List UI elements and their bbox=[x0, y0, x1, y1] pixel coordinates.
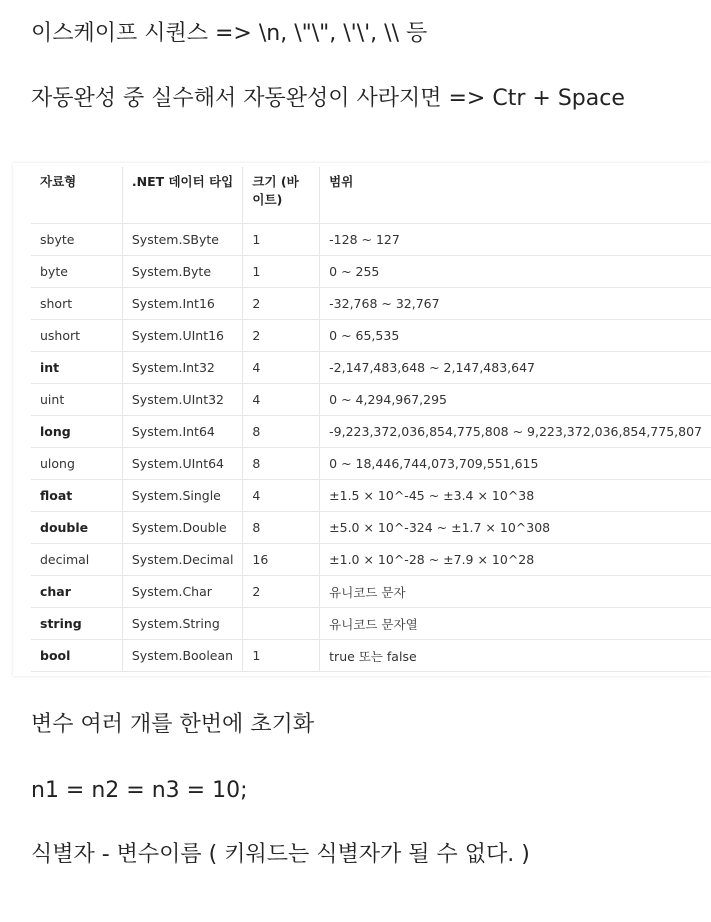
table-row bbox=[31, 384, 711, 416]
table-row bbox=[31, 224, 711, 256]
type-cell: int bbox=[31, 352, 122, 384]
table-row bbox=[31, 256, 711, 288]
size-cell bbox=[243, 608, 320, 640]
range-cell: -9,223,372,036,854,775,808 ~ 9,223,372,036,854,775,807 bbox=[320, 416, 711, 448]
net-type-cell: System.UInt32 bbox=[122, 384, 243, 416]
range-cell: 0 ~ 4,294,967,295 bbox=[320, 384, 711, 416]
header-size: 크기 (바이트) bbox=[243, 167, 320, 224]
table-row bbox=[31, 448, 711, 480]
size-cell: 1 bbox=[243, 256, 320, 288]
size-cell: 8 bbox=[243, 416, 320, 448]
type-cell: byte bbox=[31, 256, 122, 288]
type-cell: char bbox=[31, 576, 122, 608]
table-row bbox=[31, 640, 711, 672]
table-row bbox=[31, 512, 711, 544]
autocomplete-note: 자동완성 중 실수해서 자동완성이 사라지면 => Ctr + Space bbox=[31, 86, 625, 111]
size-cell: 8 bbox=[243, 448, 320, 480]
type-cell: short bbox=[31, 288, 122, 320]
range-cell: 유니코드 문자열 bbox=[320, 608, 711, 640]
net-type-cell: System.UInt16 bbox=[122, 320, 243, 352]
net-type-cell: System.Double bbox=[122, 512, 243, 544]
header-type: 자료형 bbox=[31, 167, 122, 224]
table-row bbox=[31, 608, 711, 640]
type-cell: sbyte bbox=[31, 224, 122, 256]
type-cell: string bbox=[31, 608, 122, 640]
range-cell: 0 ~ 18,446,744,073,709,551,615 bbox=[320, 448, 711, 480]
net-type-cell: System.Decimal bbox=[122, 544, 243, 576]
size-cell: 4 bbox=[243, 480, 320, 512]
net-type-cell: System.UInt64 bbox=[122, 448, 243, 480]
multi-init-example: n1 = n2 = n3 = 10; bbox=[31, 778, 248, 803]
range-cell: true 또는 false bbox=[320, 640, 711, 672]
size-cell: 2 bbox=[243, 320, 320, 352]
net-type-cell: System.Int16 bbox=[122, 288, 243, 320]
type-cell: ulong bbox=[31, 448, 122, 480]
type-cell: ushort bbox=[31, 320, 122, 352]
size-cell: 1 bbox=[243, 640, 320, 672]
range-cell: 0 ~ 65,535 bbox=[320, 320, 711, 352]
range-cell: -128 ~ 127 bbox=[320, 224, 711, 256]
type-cell: bool bbox=[31, 640, 122, 672]
net-type-cell: System.Single bbox=[122, 480, 243, 512]
table-row bbox=[31, 320, 711, 352]
table-row bbox=[31, 352, 711, 384]
table-row bbox=[31, 480, 711, 512]
multi-init-note: 변수 여러 개를 한번에 초기화 bbox=[31, 712, 314, 737]
range-cell: ±5.0 × 10^-324 ~ ±1.7 × 10^308 bbox=[320, 512, 711, 544]
net-type-cell: System.String bbox=[122, 608, 243, 640]
type-cell: long bbox=[31, 416, 122, 448]
table-header-row bbox=[31, 167, 711, 224]
table-row bbox=[31, 544, 711, 576]
size-cell: 4 bbox=[243, 352, 320, 384]
size-cell: 4 bbox=[243, 384, 320, 416]
escape-sequence-note: 이스케이프 시퀀스 => \n, \"\", \'\', \\ 등 bbox=[31, 21, 428, 46]
net-type-cell: System.Int64 bbox=[122, 416, 243, 448]
header-net-type: .NET 데이터 타입 bbox=[122, 167, 243, 224]
data-type-table bbox=[31, 167, 711, 672]
size-cell: 2 bbox=[243, 576, 320, 608]
net-type-cell: System.Int32 bbox=[122, 352, 243, 384]
range-cell: ±1.5 × 10^-45 ~ ±3.4 × 10^38 bbox=[320, 480, 711, 512]
type-cell: double bbox=[31, 512, 122, 544]
range-cell: 0 ~ 255 bbox=[320, 256, 711, 288]
net-type-cell: System.Boolean bbox=[122, 640, 243, 672]
size-cell: 16 bbox=[243, 544, 320, 576]
type-cell: decimal bbox=[31, 544, 122, 576]
size-cell: 2 bbox=[243, 288, 320, 320]
size-cell: 1 bbox=[243, 224, 320, 256]
data-type-table-image bbox=[13, 163, 711, 676]
range-cell: 유니코드 문자 bbox=[320, 576, 711, 608]
net-type-cell: System.Byte bbox=[122, 256, 243, 288]
range-cell: ±1.0 × 10^-28 ~ ±7.9 × 10^28 bbox=[320, 544, 711, 576]
size-cell: 8 bbox=[243, 512, 320, 544]
type-cell: uint bbox=[31, 384, 122, 416]
header-range: 범위 bbox=[320, 167, 711, 224]
range-cell: -2,147,483,648 ~ 2,147,483,647 bbox=[320, 352, 711, 384]
net-type-cell: System.SByte bbox=[122, 224, 243, 256]
identifier-note: 식별자 - 변수이름 ( 키워드는 식별자가 될 수 없다. ) bbox=[31, 842, 530, 867]
table-row bbox=[31, 288, 711, 320]
type-cell: float bbox=[31, 480, 122, 512]
net-type-cell: System.Char bbox=[122, 576, 243, 608]
table-row bbox=[31, 576, 711, 608]
range-cell: -32,768 ~ 32,767 bbox=[320, 288, 711, 320]
table-row bbox=[31, 416, 711, 448]
